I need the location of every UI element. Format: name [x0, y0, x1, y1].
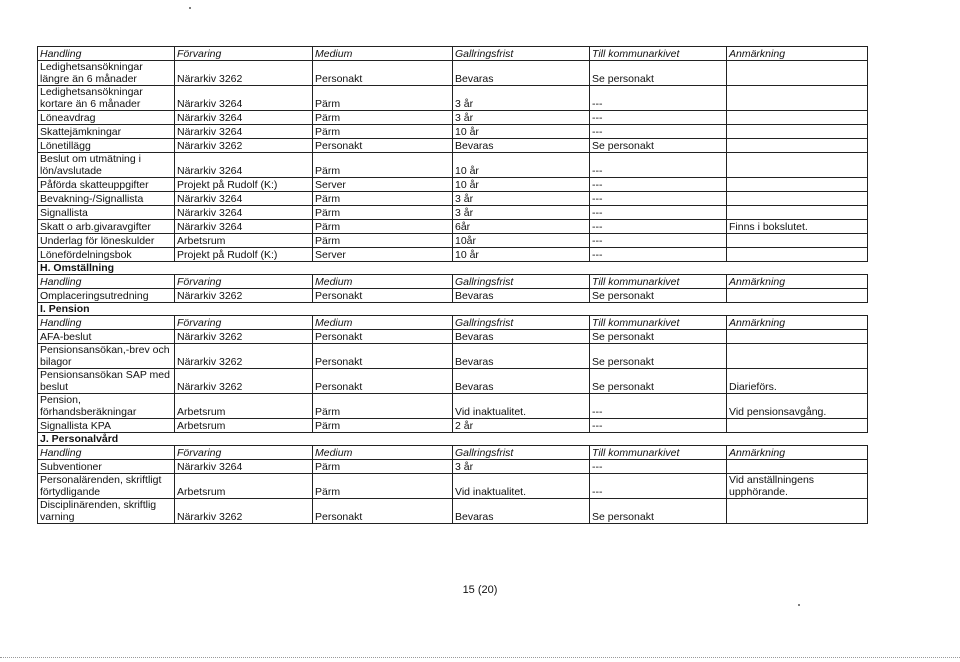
- records-table: [37, 46, 868, 524]
- column-header: Anmärkning: [727, 275, 868, 289]
- table-cell: Pärm: [313, 206, 453, 220]
- table-cell: [727, 61, 868, 86]
- section-title-row: [38, 262, 868, 275]
- column-header: Gallringsfrist: [453, 275, 590, 289]
- table-cell: Pärm: [313, 394, 453, 419]
- table-cell: 2 år: [453, 419, 590, 433]
- table-cell: [727, 289, 868, 303]
- table-cell: [727, 192, 868, 206]
- table-cell: Se personakt: [590, 289, 727, 303]
- table-cell: Personakt: [313, 499, 453, 524]
- table-cell: 10 år: [453, 125, 590, 139]
- table-cell: [727, 86, 868, 111]
- table-cell: Bevaras: [453, 330, 590, 344]
- column-header: Till kommunarkivet: [590, 47, 727, 61]
- table-cell: Signallista KPA: [38, 419, 175, 433]
- table-cell: Personakt: [313, 344, 453, 369]
- table-row: [38, 419, 868, 433]
- table-cell: Närarkiv 3264: [175, 460, 313, 474]
- table-cell: ---: [590, 125, 727, 139]
- table-row: [38, 61, 868, 86]
- column-header-row: [38, 275, 868, 289]
- table-cell: Pensionsansökan SAP med beslut: [38, 369, 175, 394]
- column-header: Till kommunarkivet: [590, 446, 727, 460]
- table-cell: Närarkiv 3264: [175, 153, 313, 178]
- table-cell: AFA-beslut: [38, 330, 175, 344]
- table-row: [38, 499, 868, 524]
- table-cell: ---: [590, 178, 727, 192]
- table-cell: [727, 178, 868, 192]
- table-cell: ---: [590, 474, 727, 499]
- section-title-row: [38, 433, 868, 446]
- table-cell: Ledighetsansökningar kortare än 6 månader: [38, 86, 175, 111]
- column-header: Anmärkning: [727, 446, 868, 460]
- table-row: [38, 289, 868, 303]
- table-row: [38, 111, 868, 125]
- table-cell: ---: [590, 111, 727, 125]
- table-cell: Pärm: [313, 111, 453, 125]
- table-cell: Närarkiv 3264: [175, 206, 313, 220]
- document-sheet: [37, 46, 867, 524]
- table-cell: Pärm: [313, 419, 453, 433]
- table-cell: Disciplinärenden, skriftlig varning: [38, 499, 175, 524]
- table-cell: Personalärenden, skriftligt förtydligande: [38, 474, 175, 499]
- column-header: Till kommunarkivet: [590, 275, 727, 289]
- table-cell: 3 år: [453, 192, 590, 206]
- column-header: Handling: [38, 446, 175, 460]
- column-header: Förvaring: [175, 316, 313, 330]
- table-cell: Närarkiv 3262: [175, 330, 313, 344]
- table-cell: Bevaras: [453, 344, 590, 369]
- scan-speck: [189, 7, 191, 9]
- table-cell: Närarkiv 3264: [175, 86, 313, 111]
- column-header: Medium: [313, 275, 453, 289]
- table-cell: Personakt: [313, 369, 453, 394]
- table-cell: [727, 153, 868, 178]
- table-cell: Närarkiv 3264: [175, 125, 313, 139]
- column-header: Förvaring: [175, 47, 313, 61]
- table-row: [38, 139, 868, 153]
- table-cell: Närarkiv 3264: [175, 220, 313, 234]
- table-cell: Pärm: [313, 125, 453, 139]
- table-cell: Server: [313, 178, 453, 192]
- table-cell: 10år: [453, 234, 590, 248]
- table-cell: 10 år: [453, 153, 590, 178]
- table-cell: ---: [590, 220, 727, 234]
- table-cell: Personakt: [313, 289, 453, 303]
- table-cell: Bevaras: [453, 61, 590, 86]
- column-header: Anmärkning: [727, 47, 868, 61]
- table-cell: Bevaras: [453, 289, 590, 303]
- column-header-row: [38, 446, 868, 460]
- table-row: [38, 234, 868, 248]
- column-header: Medium: [313, 47, 453, 61]
- table-cell: Projekt på Rudolf (K:): [175, 178, 313, 192]
- table-cell: Se personakt: [590, 499, 727, 524]
- column-header: Handling: [38, 47, 175, 61]
- table-cell: [727, 419, 868, 433]
- table-cell: Personakt: [313, 330, 453, 344]
- column-header: Förvaring: [175, 275, 313, 289]
- table-row: [38, 460, 868, 474]
- column-header: Handling: [38, 275, 175, 289]
- column-header: Medium: [313, 316, 453, 330]
- table-cell: Diarieförs.: [727, 369, 868, 394]
- table-cell: Se personakt: [590, 369, 727, 394]
- table-cell: Lönefördelningsbok: [38, 248, 175, 262]
- table-cell: Vid pensionsavgång.: [727, 394, 868, 419]
- scan-edge-line: [0, 657, 960, 658]
- page-number: 15 (20): [462, 584, 498, 596]
- table-cell: [727, 499, 868, 524]
- table-cell: ---: [590, 460, 727, 474]
- table-cell: Personakt: [313, 139, 453, 153]
- table-cell: Ledighetsansökningar längre än 6 månader: [38, 61, 175, 86]
- table-cell: Se personakt: [590, 344, 727, 369]
- table-cell: [727, 234, 868, 248]
- table-cell: Pärm: [313, 460, 453, 474]
- section-title: I. Pension: [38, 303, 868, 316]
- table-cell: Vid inaktualitet.: [453, 394, 590, 419]
- table-cell: Server: [313, 248, 453, 262]
- table-cell: Närarkiv 3264: [175, 111, 313, 125]
- table-cell: Skattejämkningar: [38, 125, 175, 139]
- table-cell: Personakt: [313, 61, 453, 86]
- table-cell: 3 år: [453, 206, 590, 220]
- table-cell: 3 år: [453, 86, 590, 111]
- table-cell: Signallista: [38, 206, 175, 220]
- table-row: [38, 125, 868, 139]
- table-cell: Omplaceringsutredning: [38, 289, 175, 303]
- table-cell: 3 år: [453, 460, 590, 474]
- table-cell: ---: [590, 394, 727, 419]
- table-cell: Närarkiv 3262: [175, 344, 313, 369]
- table-row: [38, 474, 868, 499]
- column-header: Gallringsfrist: [453, 47, 590, 61]
- table-cell: ---: [590, 419, 727, 433]
- table-cell: Närarkiv 3262: [175, 61, 313, 86]
- table-cell: 6år: [453, 220, 590, 234]
- table-cell: [727, 330, 868, 344]
- table-row: [38, 344, 868, 369]
- table-cell: [727, 111, 868, 125]
- table-row: [38, 86, 868, 111]
- table-cell: Pärm: [313, 153, 453, 178]
- table-row: [38, 248, 868, 262]
- table-cell: Pärm: [313, 234, 453, 248]
- table-cell: [727, 125, 868, 139]
- table-cell: 10 år: [453, 248, 590, 262]
- table-cell: Finns i bokslutet.: [727, 220, 868, 234]
- scan-speck: [798, 604, 800, 606]
- table-cell: ---: [590, 234, 727, 248]
- table-cell: 3 år: [453, 111, 590, 125]
- table-row: [38, 394, 868, 419]
- table-cell: Pärm: [313, 220, 453, 234]
- table-cell: Se personakt: [590, 61, 727, 86]
- table-cell: 10 år: [453, 178, 590, 192]
- table-row: [38, 178, 868, 192]
- table-cell: Pärm: [313, 86, 453, 111]
- section-title-row: [38, 303, 868, 316]
- table-cell: Underlag för löneskulder: [38, 234, 175, 248]
- table-cell: Se personakt: [590, 330, 727, 344]
- table-cell: Se personakt: [590, 139, 727, 153]
- table-cell: ---: [590, 192, 727, 206]
- table-cell: Skatt o arb.givaravgifter: [38, 220, 175, 234]
- table-cell: Närarkiv 3262: [175, 139, 313, 153]
- table-cell: ---: [590, 153, 727, 178]
- table-cell: Arbetsrum: [175, 394, 313, 419]
- table-cell: Pensionsansökan,-brev och bilagor: [38, 344, 175, 369]
- table-cell: [727, 206, 868, 220]
- table-cell: Arbetsrum: [175, 419, 313, 433]
- column-header: Gallringsfrist: [453, 446, 590, 460]
- table-cell: Pärm: [313, 474, 453, 499]
- table-cell: Vid inaktualitet.: [453, 474, 590, 499]
- column-header: Anmärkning: [727, 316, 868, 330]
- table-cell: Lönetillägg: [38, 139, 175, 153]
- column-header: Medium: [313, 446, 453, 460]
- table-cell: Pärm: [313, 192, 453, 206]
- table-cell: Påförda skatteuppgifter: [38, 178, 175, 192]
- table-cell: Närarkiv 3264: [175, 192, 313, 206]
- table-row: [38, 192, 868, 206]
- table-cell: [727, 139, 868, 153]
- table-cell: Projekt på Rudolf (K:): [175, 248, 313, 262]
- table-cell: Närarkiv 3262: [175, 289, 313, 303]
- column-header: Till kommunarkivet: [590, 316, 727, 330]
- table-cell: Arbetsrum: [175, 474, 313, 499]
- table-row: [38, 220, 868, 234]
- table-cell: [727, 344, 868, 369]
- table-cell: Bevaras: [453, 499, 590, 524]
- table-cell: [727, 460, 868, 474]
- table-row: [38, 153, 868, 178]
- table-cell: Bevaras: [453, 139, 590, 153]
- table-cell: Närarkiv 3262: [175, 369, 313, 394]
- column-header-row: [38, 316, 868, 330]
- table-row: [38, 330, 868, 344]
- column-header-row: [38, 47, 868, 61]
- table-row: [38, 369, 868, 394]
- table-cell: ---: [590, 206, 727, 220]
- table-cell: ---: [590, 248, 727, 262]
- table-cell: Arbetsrum: [175, 234, 313, 248]
- table-cell: Bevaras: [453, 369, 590, 394]
- table-cell: Pension, förhandsberäkningar: [38, 394, 175, 419]
- table-row: [38, 206, 868, 220]
- column-header: Gallringsfrist: [453, 316, 590, 330]
- section-title: H. Omställning: [38, 262, 868, 275]
- column-header: Handling: [38, 316, 175, 330]
- table-cell: Beslut om utmätning i lön/avslutade: [38, 153, 175, 178]
- table-cell: Närarkiv 3262: [175, 499, 313, 524]
- table-cell: Bevakning-/Signallista: [38, 192, 175, 206]
- table-cell: [727, 248, 868, 262]
- column-header: Förvaring: [175, 446, 313, 460]
- table-cell: Vid anställningens upphörande.: [727, 474, 868, 499]
- table-cell: ---: [590, 86, 727, 111]
- section-title: J. Personalvård: [38, 433, 868, 446]
- table-cell: Subventioner: [38, 460, 175, 474]
- table-cell: Löneavdrag: [38, 111, 175, 125]
